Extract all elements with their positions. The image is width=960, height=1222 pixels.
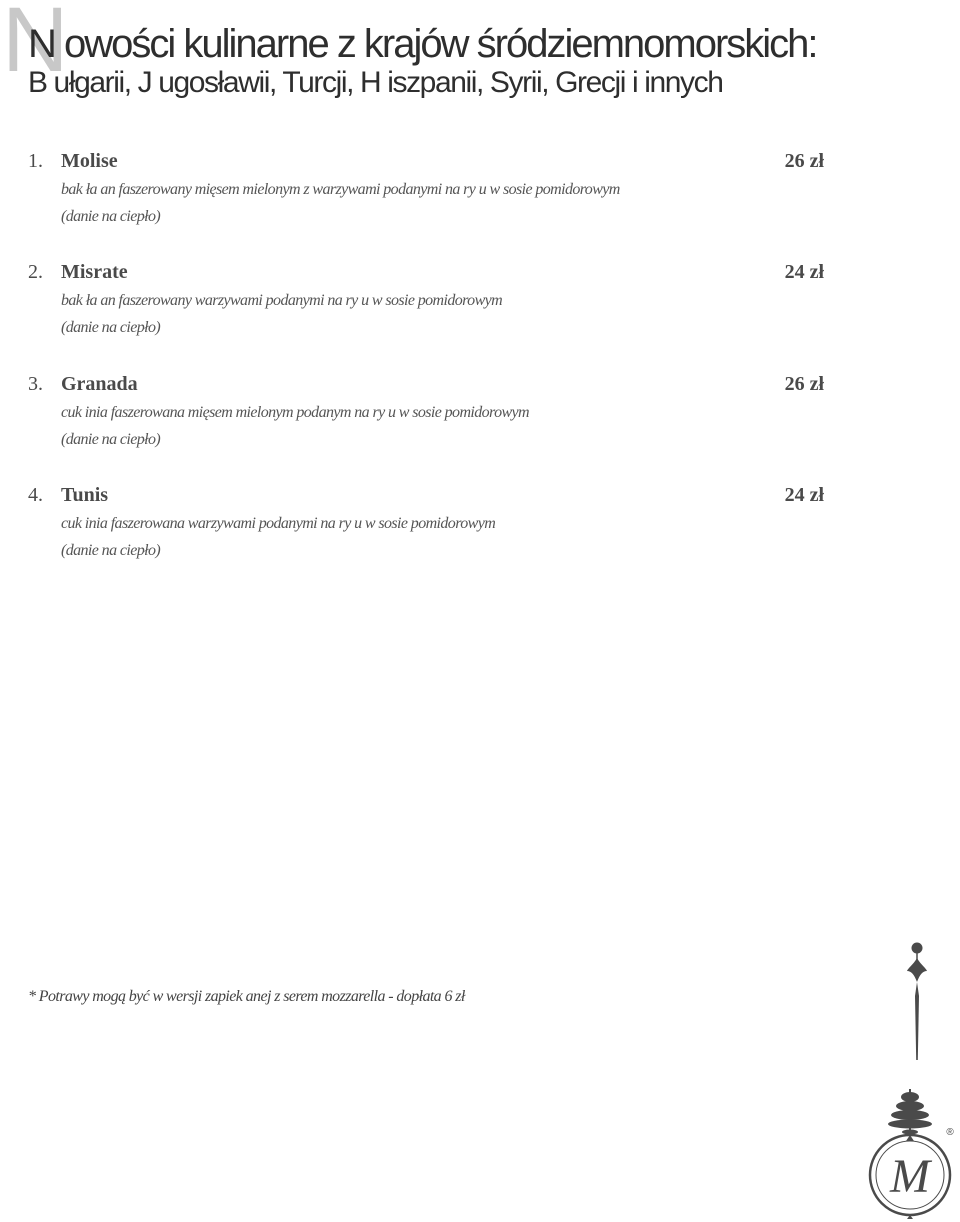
menu-item-number: 4. <box>28 484 43 506</box>
menu-item-description: bak ła an faszerowany mięsem mielonym z warzywami podanymi na ry u w sosie pomidorowym <box>61 181 620 198</box>
menu-item-header <box>28 150 828 174</box>
menu-item <box>28 484 828 564</box>
logo-monogram: M <box>890 1150 930 1203</box>
menu-item-header <box>28 373 828 397</box>
menu-item-number: 1. <box>28 150 43 172</box>
page-title: N owości kulinarne z krajów śródziemnomorskich: <box>28 22 817 66</box>
menu-item-number: 3. <box>28 373 43 395</box>
menu-item-name: Molise <box>61 150 118 172</box>
menu-item-header <box>28 261 828 285</box>
menu-item <box>28 150 828 230</box>
menu-item-price: 26 zł <box>784 150 824 172</box>
menu-item-name: Granada <box>61 373 138 395</box>
divider-ornament-icon <box>898 938 936 1064</box>
menu-item-name: Tunis <box>61 484 109 506</box>
menu-item <box>28 373 828 453</box>
menu-item-description: cuk inia faszerowana mięsem mielonym podanym na ry u w sosie pomidorowym <box>61 404 530 421</box>
menu-item-note: (danie na ciepło) <box>61 431 161 448</box>
menu-item-note: (danie na ciepło) <box>61 542 161 559</box>
menu-item-description: bak ła an faszerowany warzywami podanymi na ry u w sosie pomidorowym <box>61 292 503 309</box>
footnote: * Potrawy mogą być w wersji zapiek anej z serem mozzarella - dopłata 6 zł <box>28 988 465 1005</box>
menu-item-header <box>28 484 828 508</box>
menu-item-price: 24 zł <box>784 484 824 506</box>
title-drop-cap: N <box>2 0 69 91</box>
menu-item-note: (danie na ciepło) <box>61 208 161 225</box>
restaurant-logo-icon <box>862 1085 958 1221</box>
menu-item <box>28 261 828 341</box>
menu-item-note: (danie na ciepło) <box>61 319 161 336</box>
menu-item-name: Misrate <box>61 261 128 283</box>
registered-mark: ® <box>946 1127 954 1138</box>
menu-item-number: 2. <box>28 261 43 283</box>
page-subtitle: B ułgarii, J ugosławii, Turcji, H iszpanii, Syrii, Grecji i innych <box>28 66 723 99</box>
menu-item-description: cuk inia faszerowana warzywami podanymi na ry u w sosie pomidorowym <box>61 515 496 532</box>
menu-item-price: 26 zł <box>784 373 824 395</box>
menu-item-price: 24 zł <box>784 261 824 283</box>
